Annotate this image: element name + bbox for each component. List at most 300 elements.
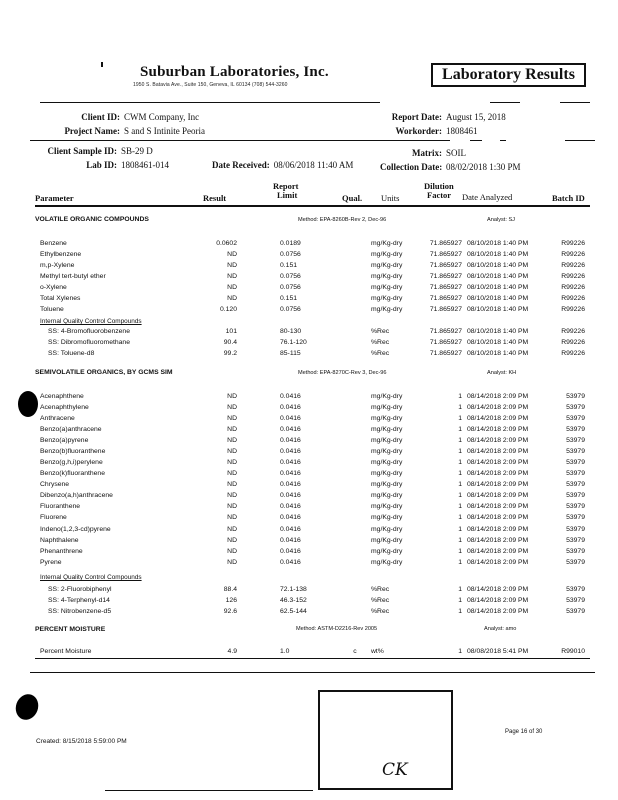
col-dilution-2: Factor <box>427 190 452 200</box>
param-name: Chrysene <box>40 481 70 488</box>
col-parameter: Parameter <box>35 193 74 203</box>
param-name: Benzo(g,h,i)perylene <box>40 459 103 466</box>
matrix-row <box>400 148 466 158</box>
report-limit: 0.0416 <box>280 503 301 510</box>
report-limit: 85-115 <box>280 350 301 357</box>
dilution-factor: 71.865927 <box>429 251 462 258</box>
qc-row <box>0 608 618 619</box>
report-limit: 0.0416 <box>280 437 301 444</box>
table-row <box>0 393 618 404</box>
dilution-factor: 1 <box>458 481 462 488</box>
units: mg/Kg-dry <box>371 470 403 477</box>
client-sample-id-label: Client Sample ID: <box>47 146 117 156</box>
report-limit: 0.0416 <box>280 481 301 488</box>
result-value: 126 <box>225 597 237 604</box>
report-limit: 0.151 <box>280 295 298 302</box>
report-limit: 0.0416 <box>280 559 301 566</box>
batch-id: 53979 <box>566 503 585 510</box>
result-value: ND <box>227 448 237 455</box>
signature-box <box>318 690 453 790</box>
batch-id: R99010 <box>561 648 585 655</box>
col-report-limit-1: Report <box>273 181 299 191</box>
dilution-factor: 1 <box>458 526 462 533</box>
date-analyzed: 08/14/2018 2:09 PM <box>467 526 529 533</box>
dilution-factor: 71.865927 <box>429 295 462 302</box>
batch-id: 53979 <box>566 426 585 433</box>
result-value: 0.0602 <box>216 240 237 247</box>
date-analyzed: 08/14/2018 2:09 PM <box>467 537 529 544</box>
result-value: ND <box>227 459 237 466</box>
result-value: ND <box>227 526 237 533</box>
qc-compounds-label: Internal Quality Control Compounds <box>40 574 142 581</box>
dilution-factor: 71.865927 <box>429 350 462 357</box>
units: mg/Kg-dry <box>371 492 403 499</box>
col-report-limit-2: Limit <box>277 190 298 200</box>
col-batch-id: Batch ID <box>552 193 585 203</box>
client-id-row <box>40 112 199 122</box>
table-bottom-divider <box>35 658 590 659</box>
batch-id: 53979 <box>566 415 585 422</box>
date-analyzed: 08/10/2018 1:40 PM <box>467 328 529 335</box>
col-result: Result <box>203 193 227 203</box>
dilution-factor: 1 <box>458 437 462 444</box>
table-row <box>0 492 618 503</box>
table-row <box>0 448 618 459</box>
footer-divider <box>30 672 595 673</box>
param-name: Phenanthrene <box>40 548 83 555</box>
batch-id: R99226 <box>561 295 585 302</box>
batch-id: 53979 <box>566 492 585 499</box>
date-analyzed: 08/14/2018 2:09 PM <box>467 559 529 566</box>
units: mg/Kg-dry <box>371 559 403 566</box>
table-row <box>0 273 618 284</box>
units: mg/Kg-dry <box>371 537 403 544</box>
result-value: ND <box>227 548 237 555</box>
report-limit: 0.0756 <box>280 251 301 258</box>
report-title: Laboratory Results <box>431 63 586 87</box>
param-name: SS: 2-Fluorobiphenyl <box>48 586 112 593</box>
result-value: ND <box>227 426 237 433</box>
result-value: ND <box>227 470 237 477</box>
qc-row <box>0 328 618 339</box>
table-row <box>0 537 618 548</box>
qualifier: c <box>353 648 357 655</box>
table-row <box>0 503 618 514</box>
date-analyzed: 08/14/2018 2:09 PM <box>467 437 529 444</box>
result-value: 0.120 <box>219 306 237 313</box>
table-row <box>0 470 618 481</box>
date-analyzed: 08/10/2018 1:40 PM <box>467 306 529 313</box>
param-name: Acenaphthene <box>40 393 84 400</box>
batch-id: R99226 <box>561 328 585 335</box>
date-analyzed: 08/14/2018 2:09 PM <box>467 586 529 593</box>
project-name-label: Project Name: <box>64 126 120 136</box>
units: mg/Kg-dry <box>371 437 403 444</box>
report-limit: 0.0416 <box>280 404 301 411</box>
report-limit: 0.0756 <box>280 273 301 280</box>
param-name: Acenaphthylene <box>40 404 89 411</box>
dilution-factor: 1 <box>458 492 462 499</box>
lab-id-value: 1808461-014 <box>121 160 169 170</box>
batch-id: 53979 <box>566 608 585 615</box>
report-limit: 0.0416 <box>280 537 301 544</box>
units: mg/Kg-dry <box>371 548 403 555</box>
param-name: Methyl tert-butyl ether <box>40 273 106 280</box>
dilution-factor: 71.865927 <box>429 339 462 346</box>
date-analyzed: 08/14/2018 2:09 PM <box>467 459 529 466</box>
date-analyzed: 08/10/2018 1:40 PM <box>467 251 529 258</box>
dilution-factor: 1 <box>458 514 462 521</box>
batch-id: 53979 <box>566 437 585 444</box>
date-received-row <box>212 160 353 170</box>
scan-blot-mark <box>12 691 42 723</box>
date-analyzed: 08/10/2018 1:40 PM <box>467 350 529 357</box>
param-name: SS: Nitrobenzene-d5 <box>48 608 112 615</box>
units: mg/Kg-dry <box>371 393 403 400</box>
reviewer-signature: CK <box>382 760 408 780</box>
project-name-row <box>40 126 205 136</box>
units: mg/Kg-dry <box>371 514 403 521</box>
batch-id: R99226 <box>561 273 585 280</box>
table-row <box>0 426 618 437</box>
units: %Rec <box>371 608 390 615</box>
dilution-factor: 1 <box>458 597 462 604</box>
table-row <box>0 295 618 306</box>
batch-id: R99226 <box>561 306 585 313</box>
section-method: Method: ASTM-D2216-Rev 2005 <box>296 626 378 632</box>
param-name: Fluoranthene <box>40 503 81 510</box>
result-value: ND <box>227 415 237 422</box>
page-number: Page 16 of 30 <box>505 729 543 735</box>
dilution-factor: 1 <box>458 537 462 544</box>
report-limit: 0.0416 <box>280 393 301 400</box>
batch-id: R99226 <box>561 350 585 357</box>
batch-id: 53979 <box>566 481 585 488</box>
dilution-factor: 71.865927 <box>429 328 462 335</box>
param-name: SS: Dibromofluoromethane <box>48 339 130 346</box>
date-analyzed: 08/08/2018 5:41 PM <box>467 648 529 655</box>
dilution-factor: 71.865927 <box>429 240 462 247</box>
report-limit: 0.0416 <box>280 514 301 521</box>
param-name: Anthracene <box>40 415 75 422</box>
result-value: ND <box>227 262 237 269</box>
info-divider-short-3 <box>565 140 595 141</box>
section-method: Method: EPA-8270C-Rev 3, Dec-96 <box>298 370 387 376</box>
date-analyzed: 08/14/2018 2:09 PM <box>467 404 529 411</box>
qc-row <box>0 586 618 597</box>
units: %Rec <box>371 328 390 335</box>
report-limit: 0.0416 <box>280 459 301 466</box>
result-value: ND <box>227 537 237 544</box>
param-name: Naphthalene <box>40 537 79 544</box>
dilution-factor: 71.865927 <box>429 262 462 269</box>
report-limit: 72.1-138 <box>280 586 307 593</box>
batch-id: 53979 <box>566 548 585 555</box>
dilution-factor: 1 <box>458 393 462 400</box>
section-method: Method: EPA-8260B-Rev 2, Dec-96 <box>298 217 387 223</box>
batch-id: 53979 <box>566 597 585 604</box>
units: mg/Kg-dry <box>371 415 403 422</box>
batch-id: 53979 <box>566 459 585 466</box>
section-title: PERCENT MOISTURE <box>35 626 106 633</box>
param-name: Fluorene <box>40 514 67 521</box>
report-limit: 1.0 <box>280 648 290 655</box>
batch-id: 53979 <box>566 559 585 566</box>
report-limit: 62.5-144 <box>280 608 307 615</box>
dilution-factor: 71.865927 <box>429 273 462 280</box>
qc-compounds-label: Internal Quality Control Compounds <box>40 318 142 325</box>
param-name: SS: 4-Bromofluorobenzene <box>48 328 130 335</box>
date-analyzed: 08/10/2018 1:40 PM <box>467 295 529 302</box>
date-analyzed: 08/14/2018 2:09 PM <box>467 470 529 477</box>
result-value: 88.4 <box>223 586 237 593</box>
col-qual: Qual. <box>342 193 363 203</box>
batch-id: 53979 <box>566 470 585 477</box>
result-value: 92.6 <box>223 608 237 615</box>
param-name: Total Xylenes <box>40 295 81 302</box>
lab-id-label: Lab ID: <box>86 160 117 170</box>
report-limit: 0.0756 <box>280 284 301 291</box>
units: %Rec <box>371 350 390 357</box>
table-row <box>0 526 618 537</box>
table-row <box>0 415 618 426</box>
units: mg/Kg-dry <box>371 251 403 258</box>
qc-row <box>0 339 618 350</box>
collection-date-value: 08/02/2018 1:30 PM <box>446 162 521 172</box>
table-row <box>0 262 618 273</box>
units: %Rec <box>371 597 390 604</box>
result-value: ND <box>227 514 237 521</box>
units: mg/Kg-dry <box>371 448 403 455</box>
header-divider-short-2 <box>560 102 590 103</box>
units: mg/Kg-dry <box>371 306 403 313</box>
report-limit: 0.0416 <box>280 492 301 499</box>
units: mg/Kg-dry <box>371 262 403 269</box>
section-analyst: Analyst: SJ <box>487 217 515 223</box>
collection-date-label: Collection Date: <box>380 162 443 172</box>
report-limit: 0.151 <box>280 262 298 269</box>
report-limit: 0.0416 <box>280 415 301 422</box>
units: mg/Kg-dry <box>371 481 403 488</box>
dilution-factor: 1 <box>458 459 462 466</box>
date-analyzed: 08/14/2018 2:09 PM <box>467 393 529 400</box>
units: mg/Kg-dry <box>371 503 403 510</box>
col-date-analyzed: Date Analyzed <box>462 192 513 202</box>
batch-id: R99226 <box>561 262 585 269</box>
date-analyzed: 08/14/2018 2:09 PM <box>467 448 529 455</box>
section-analyst: Analyst: KH <box>487 370 517 376</box>
date-analyzed: 08/10/2018 1:40 PM <box>467 273 529 280</box>
date-analyzed: 08/10/2018 1:40 PM <box>467 284 529 291</box>
report-limit: 0.0416 <box>280 448 301 455</box>
param-name: m,p-Xylene <box>40 262 75 269</box>
dilution-factor: 1 <box>458 448 462 455</box>
lab-id-row <box>40 160 169 170</box>
col-units: Units <box>381 193 400 203</box>
table-row <box>0 404 618 415</box>
report-limit: 0.0189 <box>280 240 301 247</box>
units: mg/Kg-dry <box>371 273 403 280</box>
batch-id: 53979 <box>566 526 585 533</box>
date-analyzed: 08/14/2018 2:09 PM <box>467 415 529 422</box>
client-sample-id-row <box>40 146 153 156</box>
result-value: 4.9 <box>227 648 237 655</box>
dilution-factor: 71.865927 <box>429 284 462 291</box>
client-id-label: Client ID: <box>81 112 120 122</box>
batch-id: R99226 <box>561 251 585 258</box>
param-name: Benzo(k)fluoranthene <box>40 470 105 477</box>
report-limit: 0.0416 <box>280 526 301 533</box>
date-analyzed: 08/14/2018 2:09 PM <box>467 548 529 555</box>
dilution-factor: 1 <box>458 470 462 477</box>
units: mg/Kg-dry <box>371 404 403 411</box>
param-name: Toluene <box>40 306 64 313</box>
dilution-factor: 1 <box>458 415 462 422</box>
table-row <box>0 459 618 470</box>
info-divider <box>30 140 450 141</box>
param-name: Ethylbenzene <box>40 251 82 258</box>
dilution-factor: 1 <box>458 548 462 555</box>
section-title: VOLATILE ORGANIC COMPOUNDS <box>35 216 149 223</box>
batch-id: 53979 <box>566 514 585 521</box>
info-divider-short-1 <box>470 140 482 141</box>
date-analyzed: 08/14/2018 2:09 PM <box>467 492 529 499</box>
param-name: Indeno(1,2,3-cd)pyrene <box>40 526 111 533</box>
result-value: ND <box>227 273 237 280</box>
workorder-value: 1808461 <box>446 126 478 136</box>
units: %Rec <box>371 339 390 346</box>
table-row <box>0 481 618 492</box>
collection-date-row <box>380 162 521 172</box>
workorder-label: Workorder: <box>395 126 442 136</box>
client-sample-id-value: SB-29 D <box>121 146 153 156</box>
result-value: ND <box>227 404 237 411</box>
date-received-value: 08/06/2018 11:40 AM <box>273 160 354 170</box>
result-value: 90.4 <box>223 339 237 346</box>
date-analyzed: 08/10/2018 1:40 PM <box>467 240 529 247</box>
units: %Rec <box>371 586 390 593</box>
dilution-factor: 71.865927 <box>429 306 462 313</box>
report-date-value: August 15, 2018 <box>446 112 506 122</box>
header-divider-short-1 <box>490 102 520 103</box>
dilution-factor: 1 <box>458 404 462 411</box>
param-name: Pyrene <box>40 559 62 566</box>
table-row <box>0 559 618 570</box>
section-analyst: Analyst: amo <box>484 626 517 632</box>
lab-name: Suburban Laboratories, Inc. <box>140 64 329 80</box>
date-analyzed: 08/14/2018 2:09 PM <box>467 514 529 521</box>
qc-row <box>0 350 618 361</box>
dilution-factor: 1 <box>458 608 462 615</box>
units: mg/Kg-dry <box>371 295 403 302</box>
date-analyzed: 08/14/2018 2:09 PM <box>467 426 529 433</box>
param-name: Benzene <box>40 240 67 247</box>
table-row <box>0 306 618 317</box>
col-dilution-1: Dilution <box>424 181 454 191</box>
result-value: ND <box>227 295 237 302</box>
units: mg/Kg-dry <box>371 526 403 533</box>
matrix-value: SOIL <box>446 148 466 158</box>
param-name: Benzo(a)pyrene <box>40 437 89 444</box>
client-id-value: CWM Company, Inc <box>124 112 200 122</box>
param-name: SS: 4-Terphenyl-d14 <box>48 597 110 604</box>
param-name: Percent Moisture <box>40 648 92 655</box>
dilution-factor: 1 <box>458 586 462 593</box>
result-value: ND <box>227 251 237 258</box>
date-analyzed: 08/14/2018 2:09 PM <box>467 481 529 488</box>
dilution-factor: 1 <box>458 648 462 655</box>
date-analyzed: 08/10/2018 1:40 PM <box>467 339 529 346</box>
result-value: ND <box>227 503 237 510</box>
report-limit: 0.0416 <box>280 426 301 433</box>
batch-id: R99226 <box>561 339 585 346</box>
result-value: ND <box>227 481 237 488</box>
dilution-factor: 1 <box>458 559 462 566</box>
dilution-factor: 1 <box>458 503 462 510</box>
qc-row <box>0 597 618 608</box>
table-row <box>0 548 618 559</box>
report-limit: 76.1-120 <box>280 339 307 346</box>
workorder-row <box>370 126 478 136</box>
project-name-value: S and S Intinite Peoria <box>124 126 205 136</box>
report-limit: 0.0756 <box>280 306 301 313</box>
result-value: ND <box>227 437 237 444</box>
result-value: ND <box>227 559 237 566</box>
matrix-label: Matrix: <box>412 148 442 158</box>
date-analyzed: 08/10/2018 1:40 PM <box>467 262 529 269</box>
param-name: Benzo(a)anthracene <box>40 426 102 433</box>
units: mg/Kg-dry <box>371 459 403 466</box>
date-received-label: Date Received: <box>212 160 270 170</box>
date-analyzed: 08/14/2018 2:09 PM <box>467 597 529 604</box>
batch-id: R99226 <box>561 284 585 291</box>
header-divider <box>40 102 380 103</box>
lab-address: 1950 S. Batavia Ave., Suite 150, Geneva, IL 60134 (708) 544-3260 <box>133 82 288 88</box>
batch-id: 53979 <box>566 393 585 400</box>
batch-id: 53979 <box>566 537 585 544</box>
section-title: SEMIVOLATILE ORGANICS, BY GCMS SIM <box>35 369 173 376</box>
result-value: ND <box>227 284 237 291</box>
units: mg/Kg-dry <box>371 284 403 291</box>
result-value: 101 <box>225 328 237 335</box>
column-header-divider <box>35 205 590 207</box>
table-row <box>0 514 618 525</box>
report-limit: 80-130 <box>280 328 302 335</box>
report-limit: 0.0416 <box>280 548 301 555</box>
table-row <box>0 437 618 448</box>
footer-bottom-line <box>105 790 313 791</box>
units: mg/Kg-dry <box>371 240 403 247</box>
result-value: ND <box>227 393 237 400</box>
param-name: Benzo(b)fluoranthene <box>40 448 106 455</box>
result-value: ND <box>227 492 237 499</box>
batch-id: 53979 <box>566 404 585 411</box>
stray-mark <box>101 62 103 67</box>
report-limit: 0.0416 <box>280 470 301 477</box>
units: mg/Kg-dry <box>371 426 403 433</box>
units: wt% <box>371 648 384 655</box>
report-limit: 46.3-152 <box>280 597 307 604</box>
table-row <box>0 240 618 251</box>
batch-id: 53979 <box>566 586 585 593</box>
param-name: o-Xylene <box>40 284 67 291</box>
param-name: Dibenzo(a,h)anthracene <box>40 492 113 499</box>
table-row <box>0 251 618 262</box>
date-analyzed: 08/14/2018 2:09 PM <box>467 608 529 615</box>
batch-id: R99226 <box>561 240 585 247</box>
date-analyzed: 08/14/2018 2:09 PM <box>467 503 529 510</box>
batch-id: 53979 <box>566 448 585 455</box>
